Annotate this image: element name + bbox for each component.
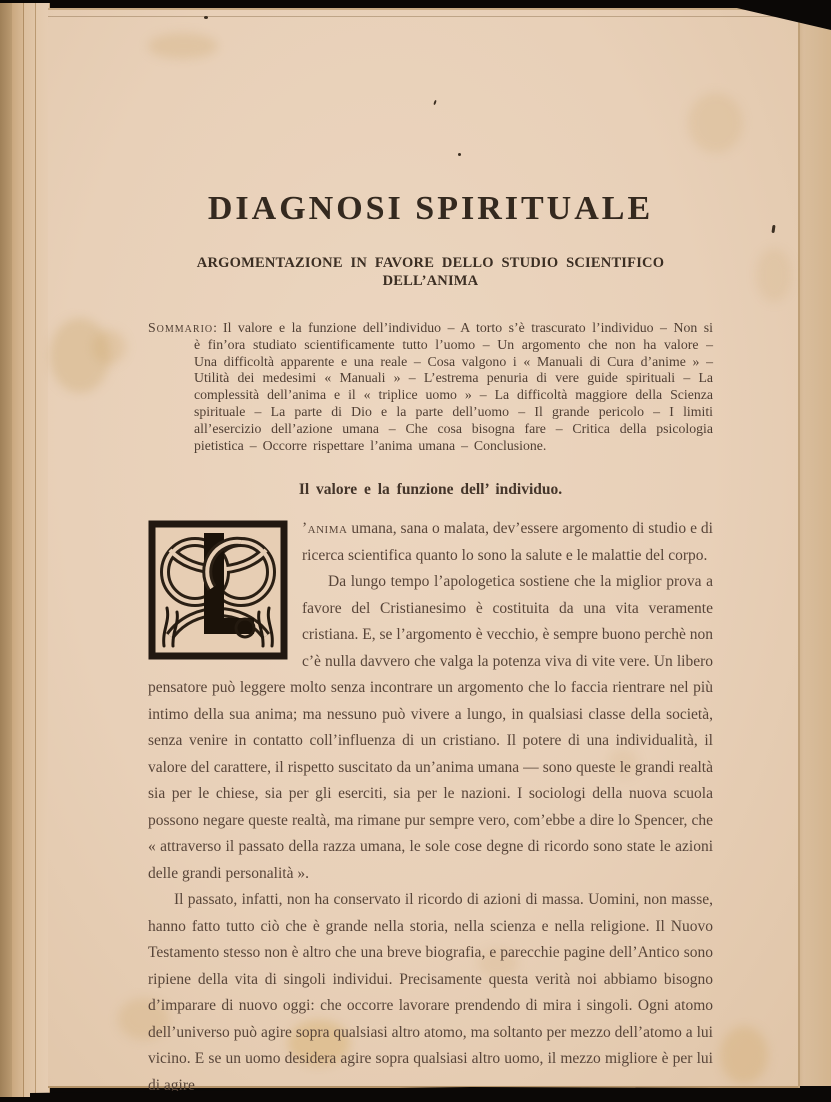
page-edge-stack [12,3,24,1097]
book-page [48,8,800,1094]
page-title: DIAGNOSI SPIRITUALE [207,190,654,227]
summary-paragraph [148,320,713,454]
page-edge-stack [24,3,36,1097]
paragraph: Il passato, infatti, non ha conservato il ricordo di azioni di massa. Uomini, non masse, hanno fatto tutto ciò che è grande nella storia, nella scienza e nella religione. Il Nuovo Testamento stesso non è altro che una breve biografia, e parecchie pagine dell’Antico sono ripiene della vita di singoli individui. Precisamente questa verità noi abbiamo bisogno d’imparare di nuovo oggi: che occorre lavorare prendendo di mira i singoli. Ogni atomo dell’universo può agire sopra qualsiasi altro atomo, ma soltanto per mezzo dell’atomo a lui vicino. E se un uomo desidera agire sopra qualsiasi altro uomo, il mezzo migliore è per lui di agire [148,891,713,1094]
dropcap-initial-L [148,520,288,660]
ornamental-initial-icon [148,520,288,660]
stain [720,1026,768,1084]
speck [771,225,775,233]
paragraph: Da lungo tempo l’apologetica sostiene che la miglior prova a favore del Cristianesimo è costituita da una vita veramente cristiana. E, se l’argomento è vecchio, è sempre buono perchè non c’è nulla davvero che valga la potenza viva di vite vere. Un libero pensatore può leggere molto senza incontrare un argomento che lo faccia rientrare nel più intimo della sua anima; ma nessuno può vivere a lungo, in qualsiasi classe della società, senza venire in contatto coll’influenza di un cristiano. Il potere di una individualità, il valore del carattere, il rispetto suscitato da un’anima umana — sono queste le grandi realtà sia per le chiese, sia per gli eserciti, sia per le nazioni. I sociologi della nuova scuola possono negare queste realtà, ma rimane pur sempre vero, com’ebbe a dire lo Spencer, che « attraverso il passato della razza umana, le sole cose degne di ricordo sono state le azioni delle grandi personalità ». [148,573,713,882]
page-content [148,8,713,1099]
page-edge-stack [0,3,12,1097]
stain [92,330,126,364]
stain [756,248,792,302]
stain [50,318,110,393]
page-subtitle: ARGOMENTAZIONE IN FAVORE DELLO STUDIO SCIENTIFICO DELL’ANIMA [196,255,665,289]
paragraph-lead-smallcaps: ’anima [302,520,348,538]
summary-label: Sommario: [148,320,218,335]
paragraph-text: umana, sana o malata, dev’essere argomento di studio e di ricerca scientifica quanto lo sono la salute e le malattie del corpo. [302,520,713,564]
body-text [148,516,713,1099]
summary-text: Il valore e la funzione dell’individuo – A torto s’è trascurato l’individuo – Non si è fin’ora studiato scientificamente tutto l’uomo – Un argomento che non ha valore – Una difficoltà apparente e una reale – Cosa valgono i « Manuali di Cura d’anime » – Utilità dei medesimi « Manuali » – L’estrema penuria di vere guide spirituali – La complessità dell’anima e il « triplice uomo » – La difficoltà maggiore della Scienza spirituale – La parte di Dio e la parte dell’uomo – Il grande pericolo – I limiti all’esercizio dell’azione umana – Che cosa bisogna fare – Critica della psicologia pietistica – Occorre rispettare l’anima umana – Conclusione. [194,320,713,453]
section-heading: Il valore e la funzione dell’ individuo. [298,481,563,499]
